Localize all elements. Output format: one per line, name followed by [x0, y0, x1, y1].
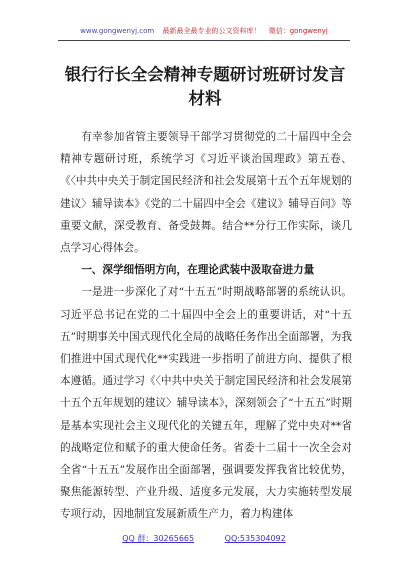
header-site-link[interactable]: www.gongwenyj.com: [80, 27, 155, 35]
header-divider: [58, 40, 350, 41]
footer-qq-contact[interactable]: QQ:535304092: [224, 534, 286, 543]
page-header: [0, 26, 408, 36]
footer-qq-group[interactable]: QQ 群：30265665: [122, 534, 195, 543]
document-body: [60, 126, 352, 526]
section-heading: 一、深学细悟明方向，在理论武装中汲取奋进力量: [81, 264, 315, 277]
header-slogan: 最新最全最专业的公文资料库！: [162, 27, 261, 35]
document-title: 银行行长全会精神专题研讨班研讨发言材料: [64, 65, 346, 108]
header-wechat: 微信：gongwenyj: [268, 27, 328, 35]
page-footer: [0, 533, 408, 544]
body-paragraph: 一是进一步深化了对“十五五”时期战略部署的系统认识。习近平总书记在党的二十届四中全会上的重要讲话，对“十五五”时期事关中国式现代化全局的战略任务作出全面部署，为我们推进中国式现代化**实践进一步指明了前进方向、提供了根本遵循。通过学习《〈中共中央关于制定国民经济和社会发展第十五个五年规划的建议〉辅导读本》，深刻领会了“十五五”时期是基本实现社会主义现代化的关键五年，理解了党中央对**省的战略定位和赋予的重大使命任务。省委十二届十一次全会对全省“十五五”发展作出全面部署，强调要发挥我省比较优势，聚焦能源转型、产业升级、适度多元发展，大力实施转型发展专项行动，因地制宜发展新质生产力，着力构建体: [60, 286, 352, 521]
intro-paragraph: 有幸参加省管主要领导干部学习贯彻党的二十届四中全会精神专题研讨班，系统学习《习近平谈治国理政》第五卷、《〈中共中央关于制定国民经济和社会发展第十五个五年规划的建议〉辅导读本》《党的二十届四中全会《建议》辅导百问》等重要文献，深受教育、备受鼓舞。结合**分行工作实际，谈几点学习心得体会。: [60, 131, 352, 255]
